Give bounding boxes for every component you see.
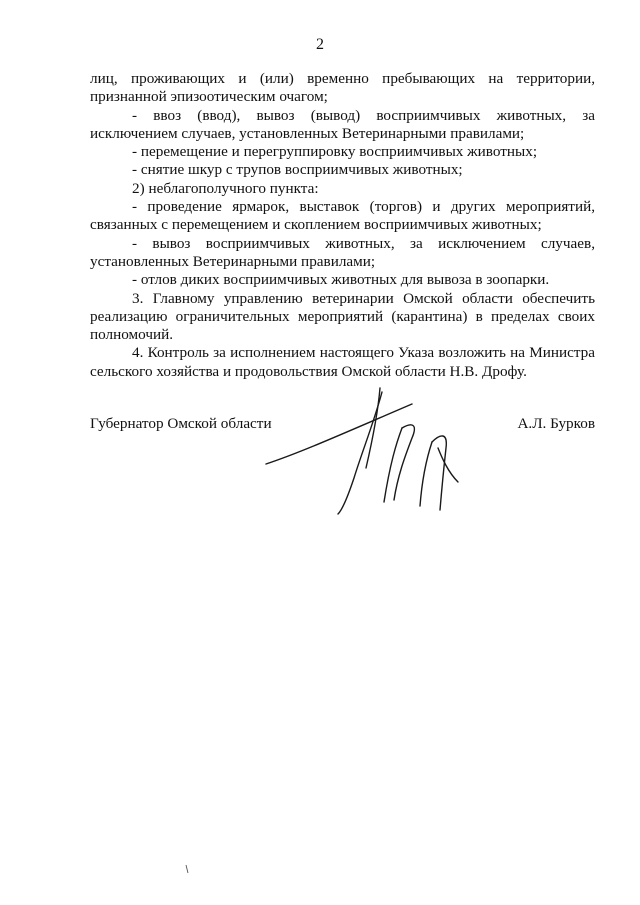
signatory-title: Губернатор Омской области	[90, 415, 272, 432]
paragraph: - снятие шкур с трупов восприимчивых животных;	[132, 161, 463, 179]
paragraph: - отлов диких восприимчивых животных для вывоза в зоопарки.	[132, 271, 550, 289]
page-number: 2	[316, 36, 324, 53]
handwritten-signature	[262, 382, 472, 522]
paragraph: - вывоз восприимчивых животных, за исключением случаев, установленных Ветеринарными правилами;	[90, 234, 595, 270]
paragraph: 2) неблагополучного пункта:	[132, 179, 319, 197]
paragraph: - перемещение и перегруппировку восприимчивых животных;	[132, 143, 538, 161]
paragraph: - проведение ярмарок, выставок (торгов) и других мероприятий, связанных с перемещением и скоплением восприимчивых животных;	[90, 198, 595, 234]
signatory-name: А.Л. Бурков	[517, 415, 595, 432]
paragraph: 3. Главному управлению ветеринарии Омской области обеспечить реализацию ограничительных мероприятий (карантина) в пределах своих полномочий.	[90, 289, 595, 344]
paragraph: лиц, проживающих и (или) временно пребывающих на территории, признанной эпизоотическим очагом;	[90, 70, 595, 106]
paragraph: - ввоз (ввод), вывоз (вывод) восприимчивых животных, за исключением случаев, установленных Ветеринарными правилами;	[90, 106, 595, 142]
document-body	[90, 70, 595, 381]
stray-mark	[184, 864, 190, 874]
paragraph: 4. Контроль за исполнением настоящего Указа возложить на Министра сельского хозяйства и продовольствия Омской области Н.В. Дрофу.	[90, 344, 595, 380]
